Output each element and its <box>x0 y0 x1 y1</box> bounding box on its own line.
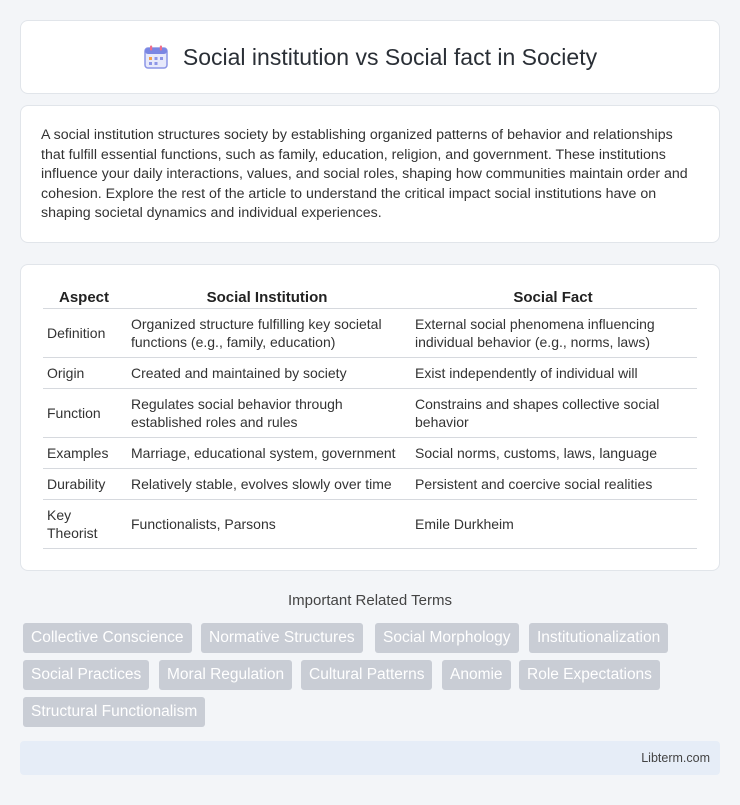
row-institution: Marriage, educational system, government <box>125 438 409 469</box>
footer <box>20 741 720 775</box>
row-institution: Regulates social behavior through established roles and rules <box>125 389 409 438</box>
row-fact: External social phenomena influencing individual behavior (e.g., norms, laws) <box>409 309 697 358</box>
row-aspect: Origin <box>43 358 125 389</box>
tag-structural-functionalism[interactable]: Structural Functionalism <box>23 697 205 727</box>
tag-moral-regulation[interactable]: Moral Regulation <box>159 660 292 690</box>
row-institution: Functionalists, Parsons <box>125 500 409 549</box>
row-aspect: Definition <box>43 309 125 358</box>
page-title: Social institution vs Social fact in Society <box>182 43 598 70</box>
row-aspect: Durability <box>43 469 125 500</box>
header-aspect: Aspect <box>43 283 125 309</box>
tag-role-expectations[interactable]: Role Expectations <box>519 660 660 690</box>
related-terms-title: Important Related Terms <box>288 592 452 609</box>
table-row <box>43 469 697 500</box>
row-institution: Organized structure fulfilling key societal functions (e.g., family, education) <box>125 309 409 358</box>
table-row <box>43 389 697 438</box>
row-fact: Emile Durkheim <box>409 500 697 549</box>
tag-anomie[interactable]: Anomie <box>442 660 511 690</box>
row-fact: Exist independently of individual will <box>409 358 697 389</box>
table-row <box>43 438 697 469</box>
table-row <box>43 358 697 389</box>
header-social-institution: Social Institution <box>125 283 409 309</box>
intro-card <box>20 105 720 243</box>
tag-institutionalization[interactable]: Institutionalization <box>529 623 668 653</box>
row-fact: Persistent and coercive social realities <box>409 469 697 500</box>
comparison-table <box>43 283 697 549</box>
intro-text: A social institution structures society by establishing organized patterns of behavior and relationships that fulfill essential functions, such as family, education, religion, and government. These institutions influence your daily interactions, values, and social roles, shaping how communities maintain order and cohesion. Explore the rest of the article to understand the critical impact social institutions have on shaping societal dynamics and individual experiences. <box>41 127 688 222</box>
tag-cultural-patterns[interactable]: Cultural Patterns <box>301 660 432 690</box>
tag-social-practices[interactable]: Social Practices <box>23 660 149 690</box>
tag-collective-conscience[interactable]: Collective Conscience <box>23 623 192 653</box>
row-aspect: Key Theorist <box>43 500 125 549</box>
table-header-row <box>43 283 697 309</box>
tag-social-morphology[interactable]: Social Morphology <box>375 623 519 653</box>
row-institution: Created and maintained by society <box>125 358 409 389</box>
calendar-icon <box>143 44 169 70</box>
title-card <box>20 20 720 94</box>
table-row <box>43 309 697 358</box>
footer-site-link[interactable]: Libterm.com <box>641 751 710 765</box>
tag-normative-structures[interactable]: Normative Structures <box>201 623 363 653</box>
row-institution: Relatively stable, evolves slowly over time <box>125 469 409 500</box>
table-row <box>43 500 697 549</box>
row-fact: Constrains and shapes collective social behavior <box>409 389 697 438</box>
row-aspect: Examples <box>43 438 125 469</box>
row-fact: Social norms, customs, laws, language <box>409 438 697 469</box>
header-social-fact: Social Fact <box>409 283 697 309</box>
row-aspect: Function <box>43 389 125 438</box>
comparison-table-card <box>20 264 720 571</box>
